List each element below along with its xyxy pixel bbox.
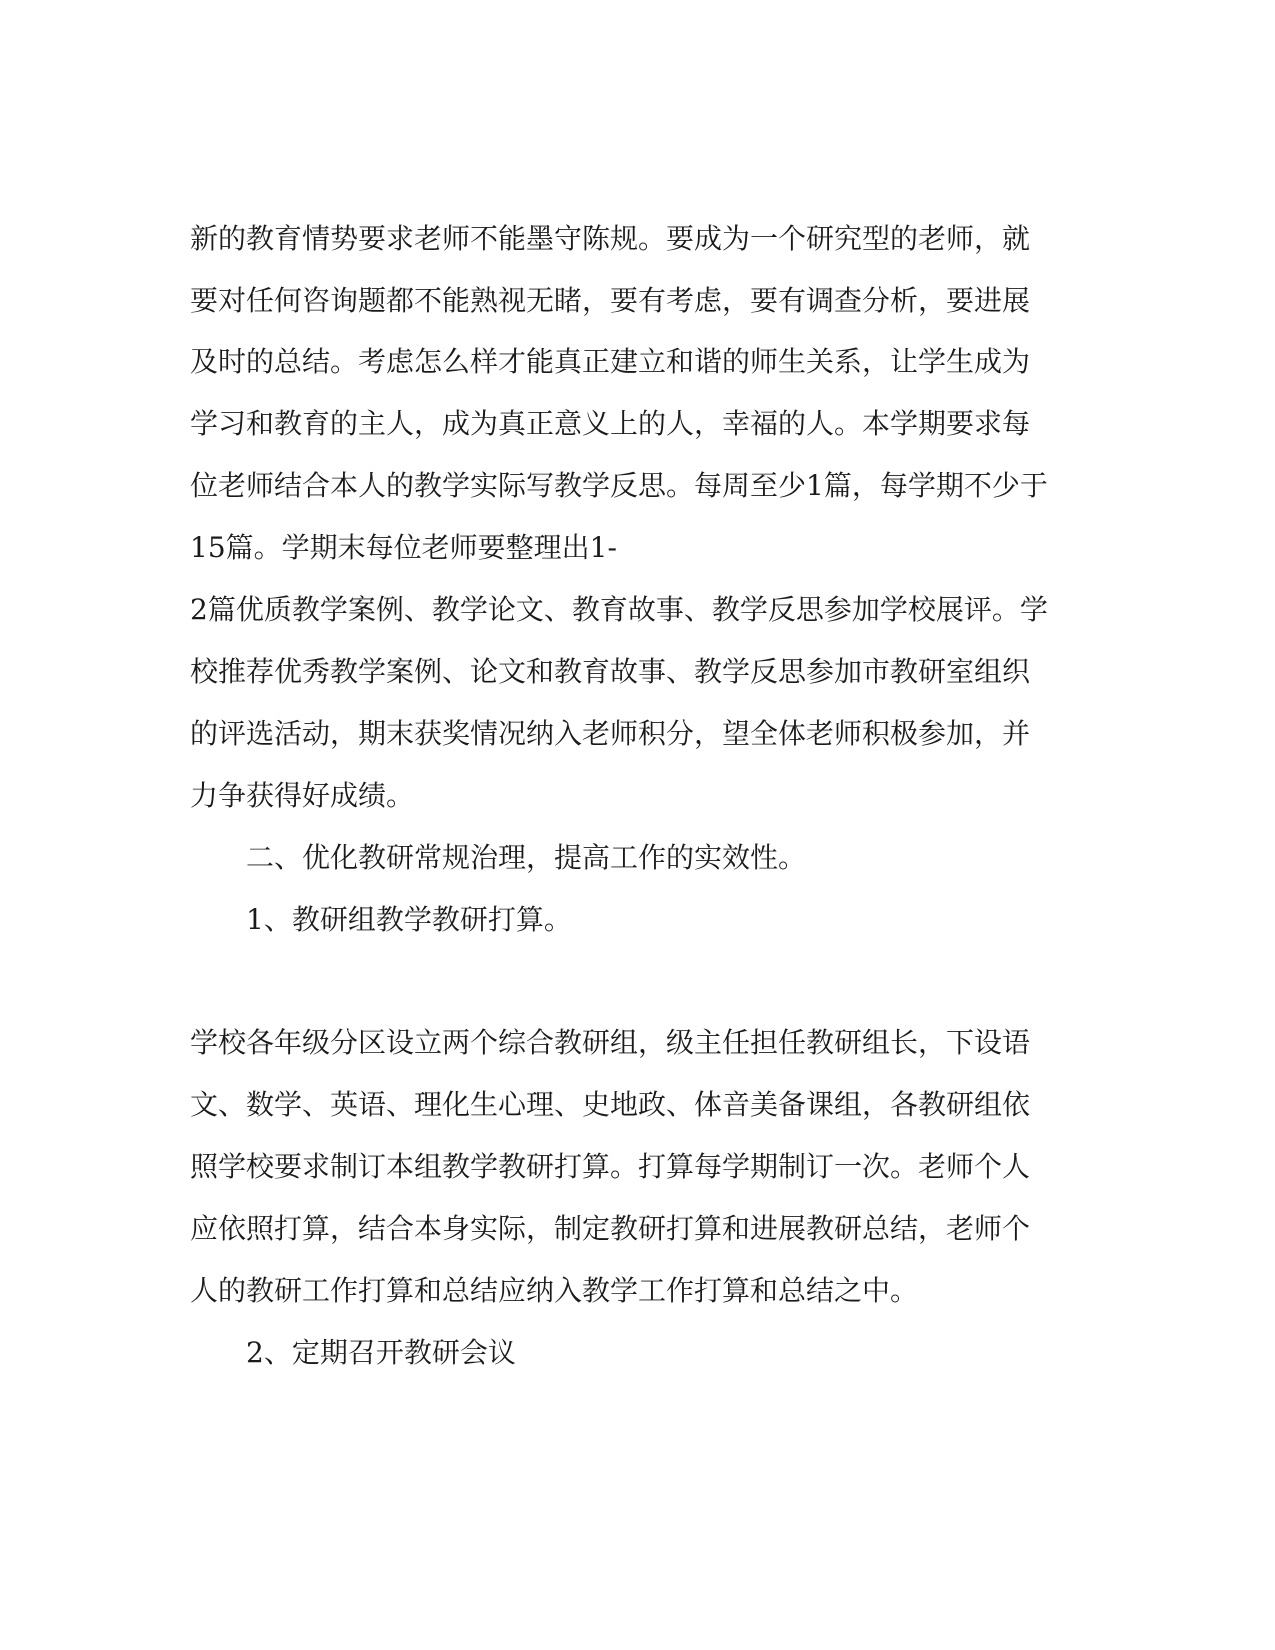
- section-heading: 二、优化教研常规治理，提高工作的实效性。: [246, 841, 807, 874]
- paragraph-line-11: 学校各年级分区设立两个综合教研组，级主任担任教研组长，下设语: [190, 1026, 1031, 1059]
- subsection-heading-2: 2、定期召开教研会议: [246, 1336, 516, 1369]
- paragraph-line-12: 文、数学、英语、理化生心理、史地政、体音美备课组，各教研组依: [190, 1088, 1031, 1121]
- paragraph-line-3: 及时的总结。考虑怎么样才能真正建立和谐的师生关系，让学生成为: [190, 345, 1031, 378]
- paragraph-line-2: 要对任何咨询题都不能熟视无睹，要有考虑，要有调查分析，要进展: [190, 284, 1031, 317]
- paragraph-line-9: 的评选活动，期末获奖情况纳入老师积分，望全体老师积极参加，并: [190, 717, 1031, 750]
- paragraph-line-10: 力争获得好成绩。: [190, 779, 415, 812]
- paragraph-line-8: 校推荐优秀教学案例、论文和教育故事、教学反思参加市教研室组织: [190, 655, 1031, 688]
- paragraph-line-14: 应依照打算，结合本身实际，制定教研打算和进展教研总结，老师个: [190, 1212, 1031, 1245]
- paragraph-line-15: 人的教研工作打算和总结应纳入教学工作打算和总结之中。: [190, 1274, 919, 1307]
- paragraph-line-4: 学习和教育的主人，成为真正意义上的人，幸福的人。本学期要求每: [190, 407, 1031, 440]
- paragraph-line-13: 照学校要求制订本组教学教研打算。打算每学期制订一次。老师个人: [190, 1150, 1031, 1183]
- paragraph-line-1: 新的教育情势要求老师不能墨守陈规。要成为一个研究型的老师，就: [190, 222, 1031, 255]
- paragraph-line-6: 15篇。学期末每位老师要整理出1-: [190, 531, 617, 564]
- subsection-heading-1: 1、教研组教学教研打算。: [246, 903, 572, 936]
- paragraph-line-5: 位老师结合本人的教学实际写教学反思。每周至少1篇，每学期不少于: [190, 469, 1048, 502]
- paragraph-line-7: 2篇优质教学案例、教学论文、教育故事、教学反思参加学校展评。学: [190, 593, 1048, 626]
